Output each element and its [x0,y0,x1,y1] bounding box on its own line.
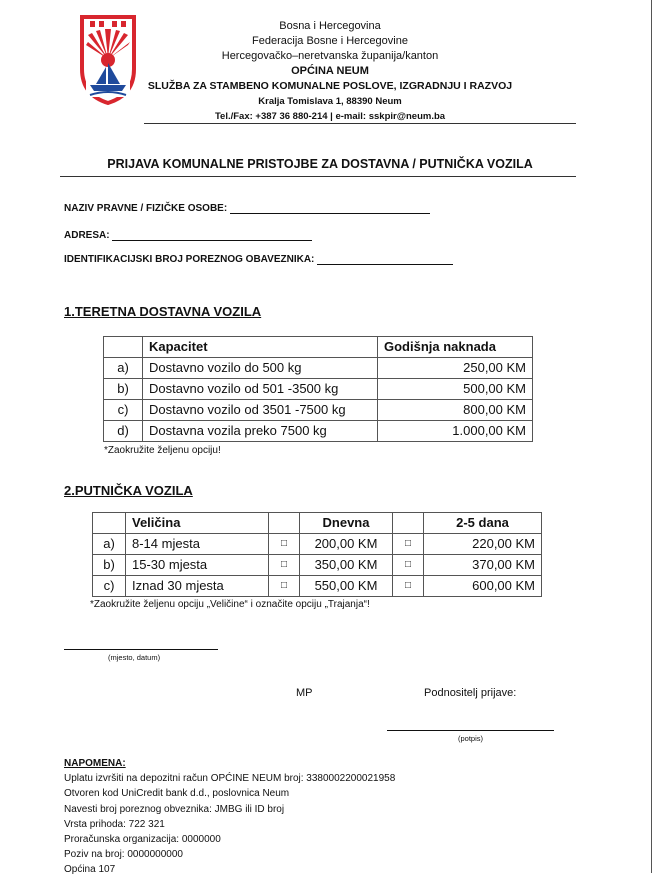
field-name-input[interactable] [230,203,430,214]
size-cell: 8-14 mjesta [126,534,269,555]
header-address: Kralja Tomislava 1, 88390 Neum [258,96,402,107]
signature-label: (potpis) [458,734,484,743]
field-tax-id-label: IDENTIFIKACIJSKI BROJ POREZNOG OBAVEZNIKA: [64,254,315,265]
stamp-label: MP [296,687,313,699]
section2-table [92,512,542,597]
field-tax-id-input[interactable] [317,254,453,265]
section1-title: 1.TERETNA DOSTAVNA VOZILA [64,304,262,319]
header-contact: Tel./Fax: +387 36 880-214 | e-mail: sskpir@neum.ba [214,111,446,122]
checkbox-2-5-days[interactable]: □ [393,555,424,576]
multi-day-fee-cell: 370,00 KM [424,555,542,576]
field-tax-id [64,254,453,265]
table-header-row [93,513,542,534]
place-date-line[interactable] [64,649,218,650]
table-row [93,534,542,555]
field-address-input[interactable] [112,230,312,241]
option-letter: b) [104,379,143,400]
daily-fee-cell: 200,00 KM [300,534,393,555]
table-row[interactable] [104,379,533,400]
daily-fee-cell: 550,00 KM [300,576,393,597]
header-federation: Federacija Bosne i Hercegovine [252,35,408,47]
fee-cell: 250,00 KM [378,358,533,379]
capacity-cell: Dostavno vozilo od 3501 -7500 kg [143,400,378,421]
header-country: Bosna i Hercegovina [279,20,381,32]
table-header-cell: Kapacitet [143,337,378,358]
size-cell: 15-30 mjesta [126,555,269,576]
size-cell: Iznad 30 mjesta [126,576,269,597]
fee-cell: 500,00 KM [378,379,533,400]
letterhead [120,19,540,124]
applicant-label: Podnositelj prijave: [424,687,517,699]
notes-line: Navesti broj poreznog obveznika: JMBG ili ID broj [64,803,285,815]
field-name-label: NAZIV PRAVNE / FIZIČKE OSOBE: [64,203,228,214]
section1-note: *Zaokružite željenu opciju! [104,445,221,456]
notes-title: NAPOMENA: [64,758,126,769]
section2-title: 2.PUTNIČKA VOZILA [64,483,193,498]
notes-line: Vrsta prihoda: 722 321 [64,818,165,830]
header-department: SLUŽBA ZA STAMBENO KOMUNALNE POSLOVE, IZGRADNJU I RAZVOJ [147,80,513,92]
table-row[interactable] [104,421,533,442]
checkbox-daily[interactable]: □ [269,555,300,576]
capacity-cell: Dostavno vozilo do 500 kg [143,358,378,379]
fee-cell: 1.000,00 KM [378,421,533,442]
multi-day-fee-cell: 600,00 KM [424,576,542,597]
table-row[interactable] [104,358,533,379]
daily-fee-cell: 350,00 KM [300,555,393,576]
table-header-cell: Godišnja naknada [378,337,533,358]
capacity-cell: Dostavno vozilo od 501 -3500 kg [143,379,378,400]
signature-line[interactable] [387,730,554,731]
checkbox-daily[interactable]: □ [269,576,300,597]
notes-line: Uplatu izvršiti na depozitni račun OPĆINE NEUM broj: 3380002200021958 [64,773,396,785]
table-header-cell [93,513,126,534]
notes-line: Općina 107 [64,864,116,876]
table-header-row [104,337,533,358]
header-canton: Hercegovačko–neretvanska županija/kanton [221,50,439,62]
notes-line: Poziv na broj: 0000000000 [64,849,183,861]
table-header-cell: 2-5 dana [424,513,542,534]
notes-line: Otvoren kod UniCredit bank d.d., poslovnica Neum [64,788,290,800]
section2-note: *Zaokružite željenu opciju „Veličine“ i označite opciju „Trajanja“! [90,599,370,610]
option-letter: c) [104,400,143,421]
field-address-label: ADRESA: [64,230,110,241]
fee-cell: 800,00 KM [378,400,533,421]
option-letter: a) [104,358,143,379]
place-date-label: (mjesto, datum) [108,653,161,662]
option-letter: a) [93,534,126,555]
checkbox-2-5-days[interactable]: □ [393,534,424,555]
header-municipality: OPĆINA NEUM [291,65,369,77]
form-title: PRIJAVA KOMUNALNE PRISTOJBE ZA DOSTAVNA / PUTNIČKA VOZILA [107,157,533,171]
multi-day-fee-cell: 220,00 KM [424,534,542,555]
table-header-cell [269,513,300,534]
capacity-cell: Dostavna vozila preko 7500 kg [143,421,378,442]
table-row [93,555,542,576]
option-letter: d) [104,421,143,442]
notes-block [64,756,395,878]
table-header-cell [393,513,424,534]
table-header-cell: Dnevna [300,513,393,534]
field-address [64,230,312,241]
option-letter: b) [93,555,126,576]
notes-line: Proračunska organizacija: 0000000 [64,834,221,846]
field-name [64,203,430,214]
table-header-cell: Veličina [126,513,269,534]
table-header-cell [104,337,143,358]
page-edge [651,0,652,873]
header-rule [144,123,576,124]
table-row [93,576,542,597]
checkbox-2-5-days[interactable]: □ [393,576,424,597]
title-rule [60,176,576,177]
section1-table [103,336,533,442]
option-letter: c) [93,576,126,597]
table-row[interactable] [104,400,533,421]
checkbox-daily[interactable]: □ [269,534,300,555]
